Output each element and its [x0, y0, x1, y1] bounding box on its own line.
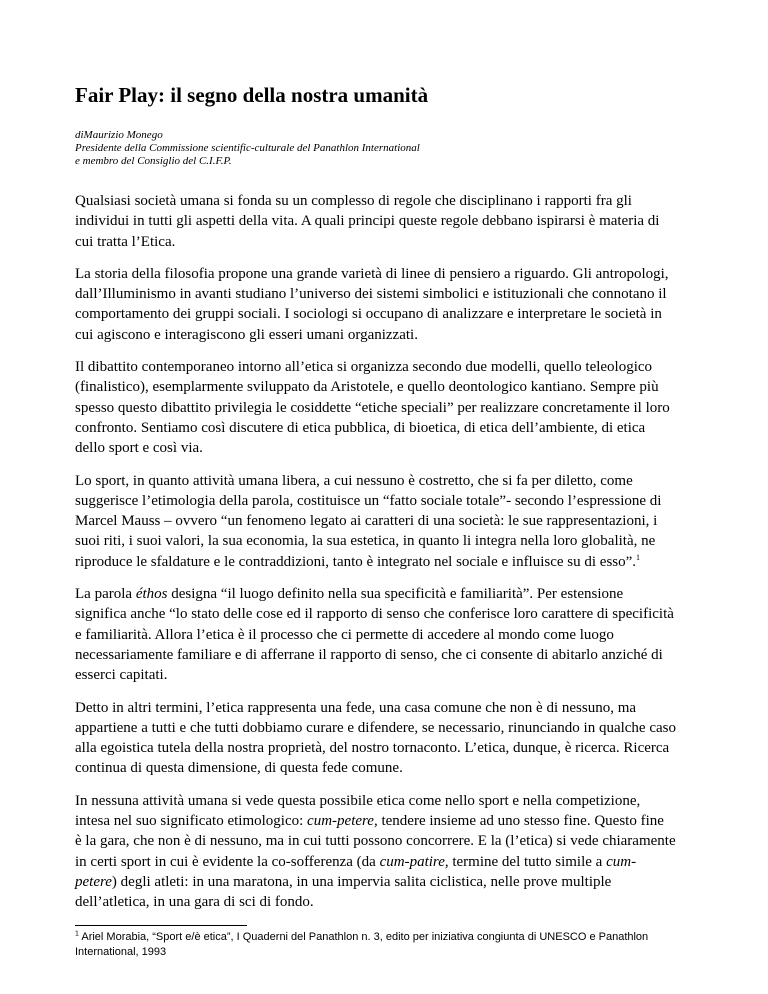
text-line: necessariamente familiare e di afferrane il rapporto di senso, che ci consente di abitarlo anziché di — [75, 646, 663, 663]
article-title: Fair Play: il segno della nostra umanità — [75, 83, 429, 107]
emphasis-term: cum-petere — [307, 813, 374, 830]
text-line: e familiarità. Allora l’etica è il processo che ci permette di accedere al mondo come luogo — [75, 626, 614, 643]
paragraph-6 — [75, 698, 705, 779]
author-role-line-2: e membro del Consiglio del C.I.F.P. — [75, 155, 232, 167]
text-segment: La parola — [75, 586, 136, 603]
text-line: Lo sport, in quanto attività umana libera, a cui nessuno è costretto, che si fa per diletto, come — [75, 472, 633, 489]
text-line — [75, 811, 705, 831]
text-line — [75, 584, 705, 604]
paragraph-7 — [75, 791, 705, 913]
text-line: alla egoistica tutela della nostra proprietà, del nostro tornaconto. L’etica, dunque, è ricerca. Ricerca — [75, 740, 670, 757]
text-line: cui agiscono e interagiscono gli esseri umani organizzati. — [75, 326, 418, 343]
author-role-line: Presidente della Commissione scientific-culturale del Panathlon International — [75, 142, 420, 154]
text-line: suoi riti, i suoi valori, la sua economia, la sua estetica, in quanto li integra nella loro globalità, ne — [75, 533, 656, 550]
text-line: (finalistico), esemplarmente sviluppato da Aristotele, e quello deontologico kantiano. Sempre più — [75, 379, 659, 396]
text-line: In nessuna attività umana si vede questa possibile etica come nello sport e nella competizione, — [75, 792, 641, 809]
text-line — [75, 872, 705, 892]
footnote-reference[interactable]: 1 — [636, 552, 641, 562]
text-line: cui tratta l’Etica. — [75, 233, 176, 250]
emphasis-term: cum- — [606, 853, 637, 870]
text-line — [75, 852, 705, 872]
text-line: La storia della filosofia propone una grande varietà di linee di pensiero a riguardo. Gli antropologi, — [75, 265, 669, 282]
text-line: è la gara, che non è di nessuno, ma in cui tutti possono concorrere. E la (l’etica) si vede chiaramente — [75, 833, 676, 850]
text-line: continua di questa dimensione, di questa fede comune. — [75, 760, 403, 777]
text-line: Qualsiasi società umana si fonda su un complesso di regole che disciplinano i rapporti fra gli — [75, 193, 632, 209]
text-segment: , termine del tutto simile a — [444, 853, 607, 870]
text-line — [75, 552, 705, 572]
text-line: Marcel Mauss – ovvero “un fenomeno legato ai caratteri di una società: le sue rappresentazioni, i — [75, 513, 658, 530]
text-line: dell’atletica, in una gara di sci di fondo. — [75, 894, 314, 911]
footnote-divider — [75, 925, 247, 926]
byline — [75, 129, 705, 168]
text-line: spesso questo dibattito privilegia le cosiddette “etiche speciali” per realizzare concretamente il loro — [75, 399, 670, 416]
paragraph-2 — [75, 264, 705, 345]
paragraph-5 — [75, 584, 705, 685]
text-line: dello sport e così via. — [75, 440, 203, 457]
text-line: dall’Illuminismo in avanti studiano l’universo dei sistemi simbolici e istituzionali che connotano il — [75, 286, 667, 303]
text-segment: ) degli atleti: in una maratona, in una impervia salita ciclistica, nelle prove multiple — [111, 873, 612, 890]
text-line: suggerisce l’etimologia della parola, costituisce un “fatto sociale totale”- secondo l’espressione di — [75, 492, 662, 509]
text-line: comportamento dei gruppi sociali. I sociologi si occupano di analizzare e interpretare le società in — [75, 306, 662, 323]
text-line: confronto. Sentiamo così discutere di etica pubblica, di bioetica, di etica dell’ambiente, di etica — [75, 419, 646, 436]
footnote-number: 1 — [75, 929, 79, 937]
text-segment: intesa nel suo significato etimologico: — [75, 813, 308, 830]
emphasis-term: petere — [75, 873, 112, 890]
text-line: Il dibattito contemporaneo intorno all’etica si organizza secondo due modelli, quello teleologico — [75, 359, 653, 376]
emphasis-term: éthos — [135, 586, 168, 603]
paragraph-1 — [75, 191, 705, 252]
paragraph-3 — [75, 357, 705, 458]
text-segment: , tendere insieme ad uno stesso fine. Questo fine — [373, 813, 664, 830]
footnote-text: Ariel Morabia, “Sport e/è etica”, I Quaderni del Panathlon n. 3, edito per iniziativa congiunta di UNESCO e Panathlon — [78, 930, 649, 943]
emphasis-term: cum-patire — [379, 853, 445, 870]
text-segment: in certi sport in cui è evidente la co-sofferenza (da — [75, 853, 380, 870]
footnote — [75, 930, 705, 960]
text-line: Detto in altri termini, l’etica rappresenta una fede, una casa comune che non è di nessuno, ma — [75, 699, 637, 716]
text-segment: riproduce le sfaldature e le contraddizioni, tanto è integrato nel sociale e influisce su di esso”. — [75, 553, 637, 570]
text-line: appartiene a tutti e che tutti dobbiamo curare e difendere, se necessario, rinunciando in qualche caso — [75, 719, 676, 736]
text-line: significa anche “lo stato delle cose ed il rapporto di senso che conferisce loro carattere di specificità — [75, 606, 674, 623]
footnote-line — [75, 930, 705, 945]
footnote-line: International, 1993 — [75, 945, 167, 958]
author-line: diMaurizio Monego — [75, 129, 163, 141]
document-page — [75, 82, 705, 960]
text-line: esserci capitati. — [75, 667, 168, 684]
text-segment: designa “il luogo definito nella sua specificità e familiarità”. Per estensione — [167, 586, 624, 603]
text-line: individui in tutti gli aspetti della vita. A quali principi queste regole debbano ispirarsi è materia di — [75, 213, 660, 230]
paragraph-4 — [75, 471, 705, 572]
